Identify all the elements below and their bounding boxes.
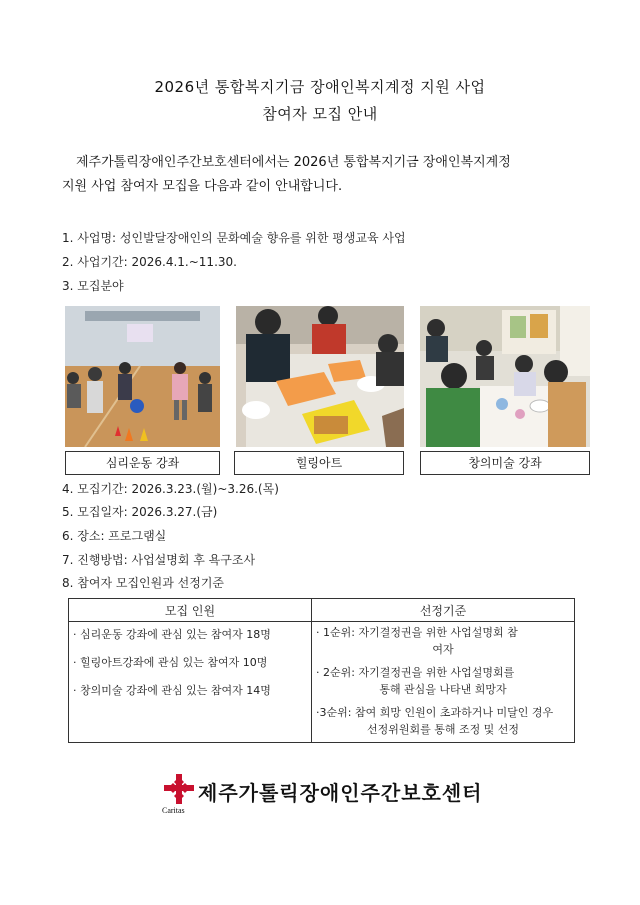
logo-caritas-text: Caritas (162, 806, 185, 815)
criteria-text: ·3순위: 참여 희망 인원이 초과하거나 미달인 경우 (316, 706, 554, 719)
logo-org-name: 제주가톨릭장애인주간보호센터 (198, 781, 483, 805)
item-recruit-field: 3. 모집분야 (62, 279, 124, 293)
item-recruit-date: 5. 모집일자: 2026.3.27.(금) (62, 505, 218, 519)
criteria-text-cont: 통해 관심을 나타낸 희망자 (379, 683, 507, 696)
item-method: 7. 진행방법: 사업설명회 후 욕구조사 (62, 553, 256, 567)
criteria-text-cont: 선정위원회를 통해 조정 및 선정 (366, 723, 520, 736)
caritas-cross-icon (164, 773, 194, 805)
list-item: · 창의미술 강좌에 관심 있는 참여자 14명 (73, 684, 271, 697)
caption-creative-art: 창의미술 강좌 (420, 451, 590, 475)
photo-psychomotor-class (65, 306, 220, 447)
header-selection-criteria: 선정기준 (312, 599, 575, 622)
recruitment-criteria-table (68, 598, 575, 743)
item-project-name: 1. 사업명: 성인발달장애인의 문화예술 향유를 위한 평생교육 사업 (62, 231, 406, 245)
criteria-item (316, 624, 570, 658)
recruit-count-cell (69, 622, 312, 743)
criteria-item (316, 664, 570, 698)
criteria-text: · 2순위: 자기결정권을 위한 사업설명회를 (316, 666, 515, 679)
intro-line1: 제주가톨릭장애인주간보호센터에서는 2026년 통합복지기금 장애인복지계정 (76, 155, 511, 170)
criteria-text-cont: 여자 (432, 643, 454, 656)
item-criteria-heading: 8. 참여자 모집인원과 선정기준 (62, 576, 224, 590)
document-title-line1: 2026년 통합복지기금 장애인복지계정 지원 사업 (154, 78, 486, 96)
item-project-period: 2. 사업기간: 2026.4.1.~11.30. (62, 255, 237, 269)
photo-healing-art (236, 306, 404, 447)
list-item: · 힐링아트강좌에 관심 있는 참여자 10명 (73, 656, 268, 669)
list-item: · 심리운동 강좌에 관심 있는 참여자 18명 (73, 628, 271, 641)
item-recruit-period: 4. 모집기간: 2026.3.23.(월)~3.26.(목) (62, 482, 279, 496)
header-recruit-count: 모집 인원 (69, 599, 312, 622)
selection-criteria-cell (312, 622, 575, 743)
caption-healing-art: 힐링아트 (234, 451, 404, 475)
table-header-row (69, 599, 575, 622)
caption-psychomotor: 심리운동 강좌 (65, 451, 220, 475)
intro-line2: 지원 사업 참여자 모집을 다음과 같이 안내합니다. (62, 179, 343, 194)
photo-creative-art (420, 306, 590, 447)
item-location: 6. 장소: 프로그램실 (62, 529, 167, 543)
table-row (69, 622, 575, 743)
caritas-logo (162, 773, 492, 817)
criteria-item (316, 704, 570, 738)
criteria-text: · 1순위: 자기결정권을 위한 사업설명회 참 (316, 626, 518, 639)
document-title-line2: 참여자 모집 안내 (262, 105, 378, 123)
